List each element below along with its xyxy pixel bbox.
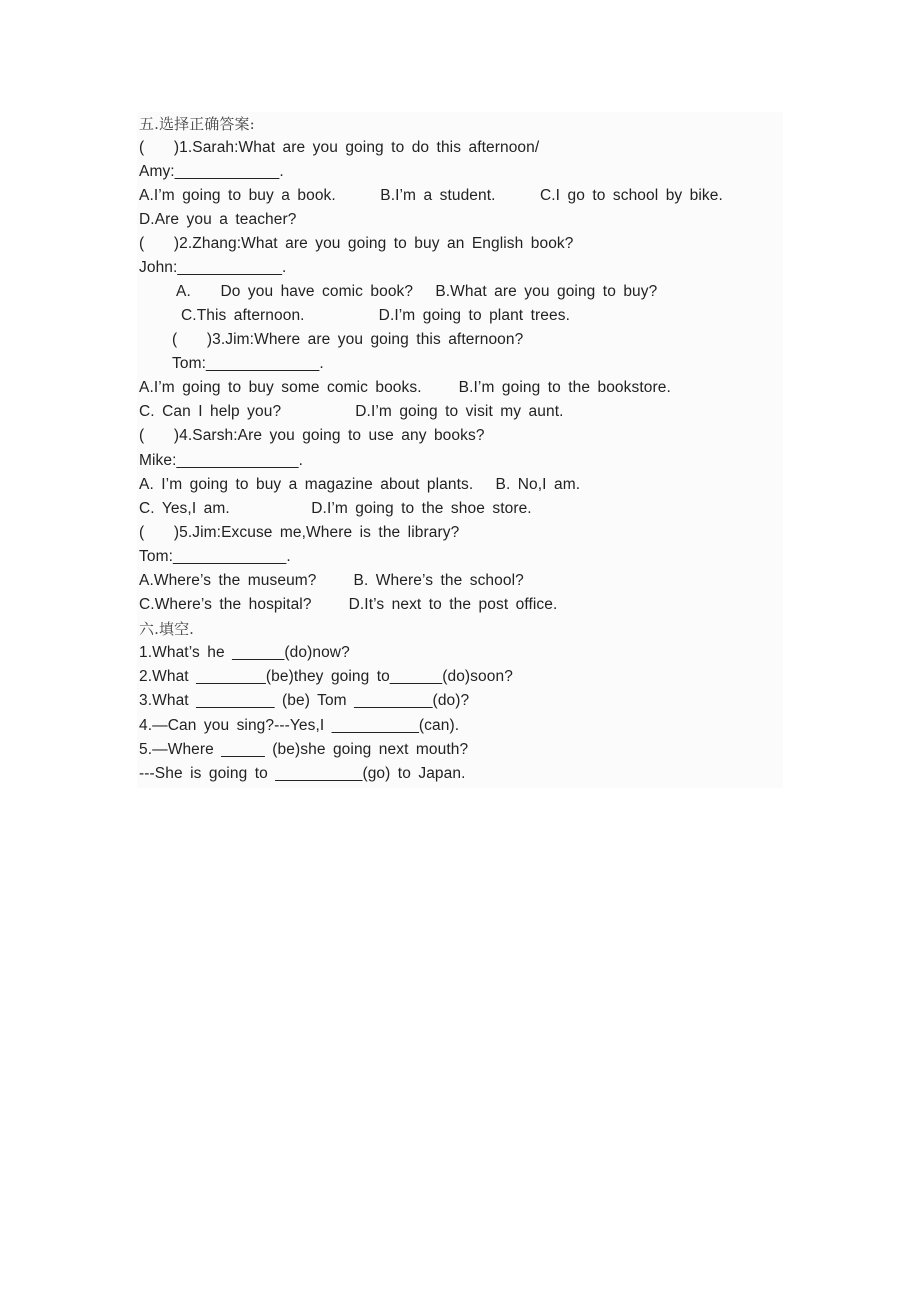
options: D.Are you a teacher? — [139, 211, 297, 228]
answer-line: Amy:____________. — [139, 163, 284, 180]
answer-line: Mike:______________. — [139, 452, 304, 469]
fill-blank-2: 2.What ________(be)they going to______(do)soon? — [139, 668, 513, 685]
options: A.I’m going to buy a book. B.I’m a student. C.I go to school by bike. — [139, 187, 723, 204]
fill-blank-4: 4.—Can you sing?---Yes,I __________(can). — [139, 717, 460, 734]
fill-blank-1: 1.What’s he ______(do)now? — [139, 644, 350, 661]
options: A.Where’s the museum? B. Where’s the school? — [139, 572, 524, 589]
options: C. Yes,I am. D.I’m going to the shoe store. — [139, 500, 532, 517]
answer-line: Tom:_____________. — [139, 548, 291, 565]
fill-blank-3: 3.What _________ (be) Tom _________(do)? — [139, 692, 470, 709]
options: C.This afternoon. D.I’m going to plant trees. — [181, 307, 570, 324]
options: C.Where’s the hospital? D.It’s next to the post office. — [139, 596, 558, 613]
options: A. I’m going to buy a magazine about plants. B. No,I am. — [139, 476, 581, 493]
options: A.I’m going to buy some comic books. B.I’m going to the bookstore. — [139, 379, 671, 396]
options: A. Do you have comic book? B.What are you going to buy? — [176, 283, 658, 300]
options: C. Can I help you? D.I’m going to visit my aunt. — [139, 403, 564, 420]
section-6-title: 六.填空. — [139, 620, 195, 638]
question-3: ( )3.Jim:Where are you going this afternoon? — [172, 331, 524, 348]
question-5: ( )5.Jim:Excuse me,Where is the library? — [139, 524, 460, 541]
answer-line: John:____________. — [139, 259, 287, 276]
question-2: ( )2.Zhang:What are you going to buy an English book? — [139, 235, 574, 252]
fill-blank-5: 5.—Where _____ (be)she going next mouth? — [139, 741, 469, 758]
fill-blank-5-answer: ---She is going to __________(go) to Japan. — [139, 765, 466, 782]
answer-line: Tom:_____________. — [172, 355, 324, 372]
question-4: ( )4.Sarsh:Are you going to use any books? — [139, 427, 485, 444]
section-5-title: 五.选择正确答案: — [139, 115, 255, 133]
question-1: ( )1.Sarah:What are you going to do this afternoon/ — [139, 139, 540, 156]
